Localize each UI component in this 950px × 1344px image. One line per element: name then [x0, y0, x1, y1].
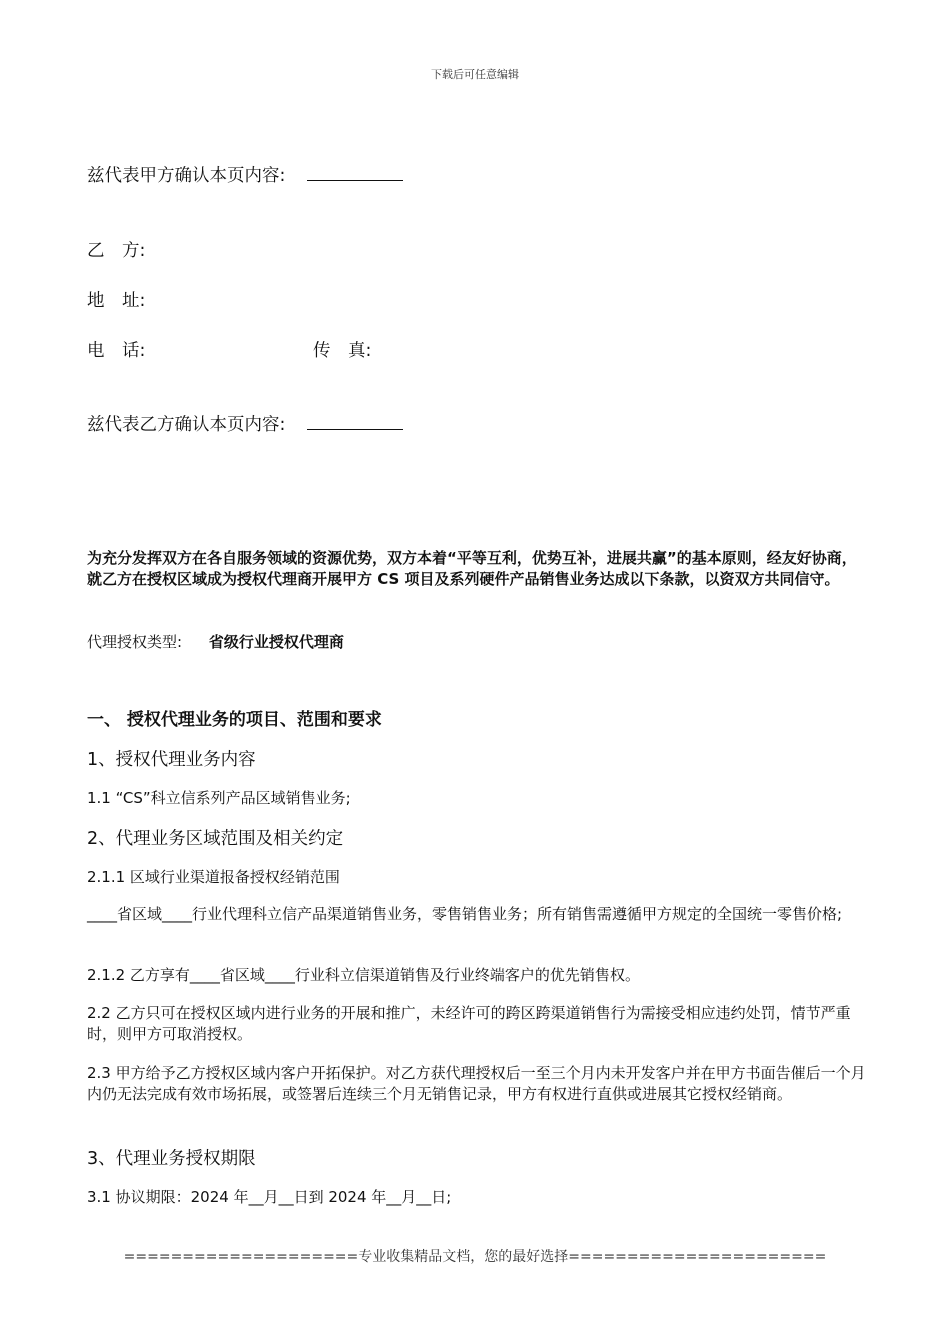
party-b-name-label: 乙 方: — [87, 241, 146, 261]
party-b-confirm-label: 兹代表乙方确认本页内容: — [87, 415, 286, 435]
item-2-2: 2.2 乙方只可在授权区域内进行业务的开展和推广，未经许可的跨区跨渠道销售行为需接受相应违约处罚，情节严重时，则甲方可取消授权。 — [87, 1004, 851, 1043]
item-2-3: 2.3 甲方给予乙方授权区域内客户开拓保护。对乙方获代理授权后一至三个月内未开发客户并在甲方书面告催后一个月内仍无法完成有效市场拓展，或签署后连续三个月无销售记录，甲方有权进行直供或进展其它授权经销商。 — [87, 1064, 866, 1103]
party-b-phone-label: 电 话: — [87, 341, 146, 361]
section-1-title: 一、 授权代理业务的项目、范围和要求 — [87, 710, 382, 730]
agency-type-value: 省级行业授权代理商 — [208, 633, 344, 651]
page-footer: ====================专业收集精品文档，您的最好选择====================== — [123, 1249, 827, 1265]
agency-type-label: 代理授权类型: — [87, 633, 183, 651]
item-3-1: 3.1 协议期限：2024 年__月__日到 2024 年__月__日; — [87, 1188, 452, 1206]
party-b-fax-label: 传 真: — [313, 341, 372, 361]
subsection-2-title: 2、代理业务区域范围及相关约定 — [87, 829, 344, 849]
subsection-3-title: 3、代理业务授权期限 — [87, 1149, 256, 1169]
party-b-confirm-line — [87, 411, 403, 436]
item-2-1-1: 2.1.1 区域行业渠道报备授权经销范围 — [87, 868, 340, 886]
page-header-note: 下载后可任意编辑 — [431, 68, 519, 81]
party-a-confirm-line — [87, 162, 403, 187]
subsection-1-title: 1、授权代理业务内容 — [87, 750, 256, 770]
item-2-1-1-body: ____省区域____行业代理科立信产品渠道销售业务，零售销售业务；所有销售需遵循甲方规定的全国统一零售价格; — [87, 905, 843, 923]
party-a-confirm-label: 兹代表甲方确认本页内容: — [87, 166, 286, 186]
party-b-address-label: 地 址: — [87, 291, 146, 311]
agency-type-line — [87, 631, 344, 652]
item-1-1: 1.1 “CS”科立信系列产品区域销售业务; — [87, 789, 351, 807]
party-a-signature-blank[interactable] — [307, 164, 403, 181]
item-2-1-2: 2.1.2 乙方享有____省区域____行业科立信渠道销售及行业终端客户的优先销售权。 — [87, 966, 640, 984]
preamble-paragraph: 为充分发挥双方在各自服务领域的资源优势，双方本着“平等互利，优势互补，进展共赢”的基本原则，经友好协商，就乙方在授权区域成为授权代理商开展甲方 CS 项目及系列硬件产品销售业务达成以下条款，以资双方共同信守。 — [87, 549, 857, 588]
party-b-signature-blank[interactable] — [307, 413, 403, 430]
